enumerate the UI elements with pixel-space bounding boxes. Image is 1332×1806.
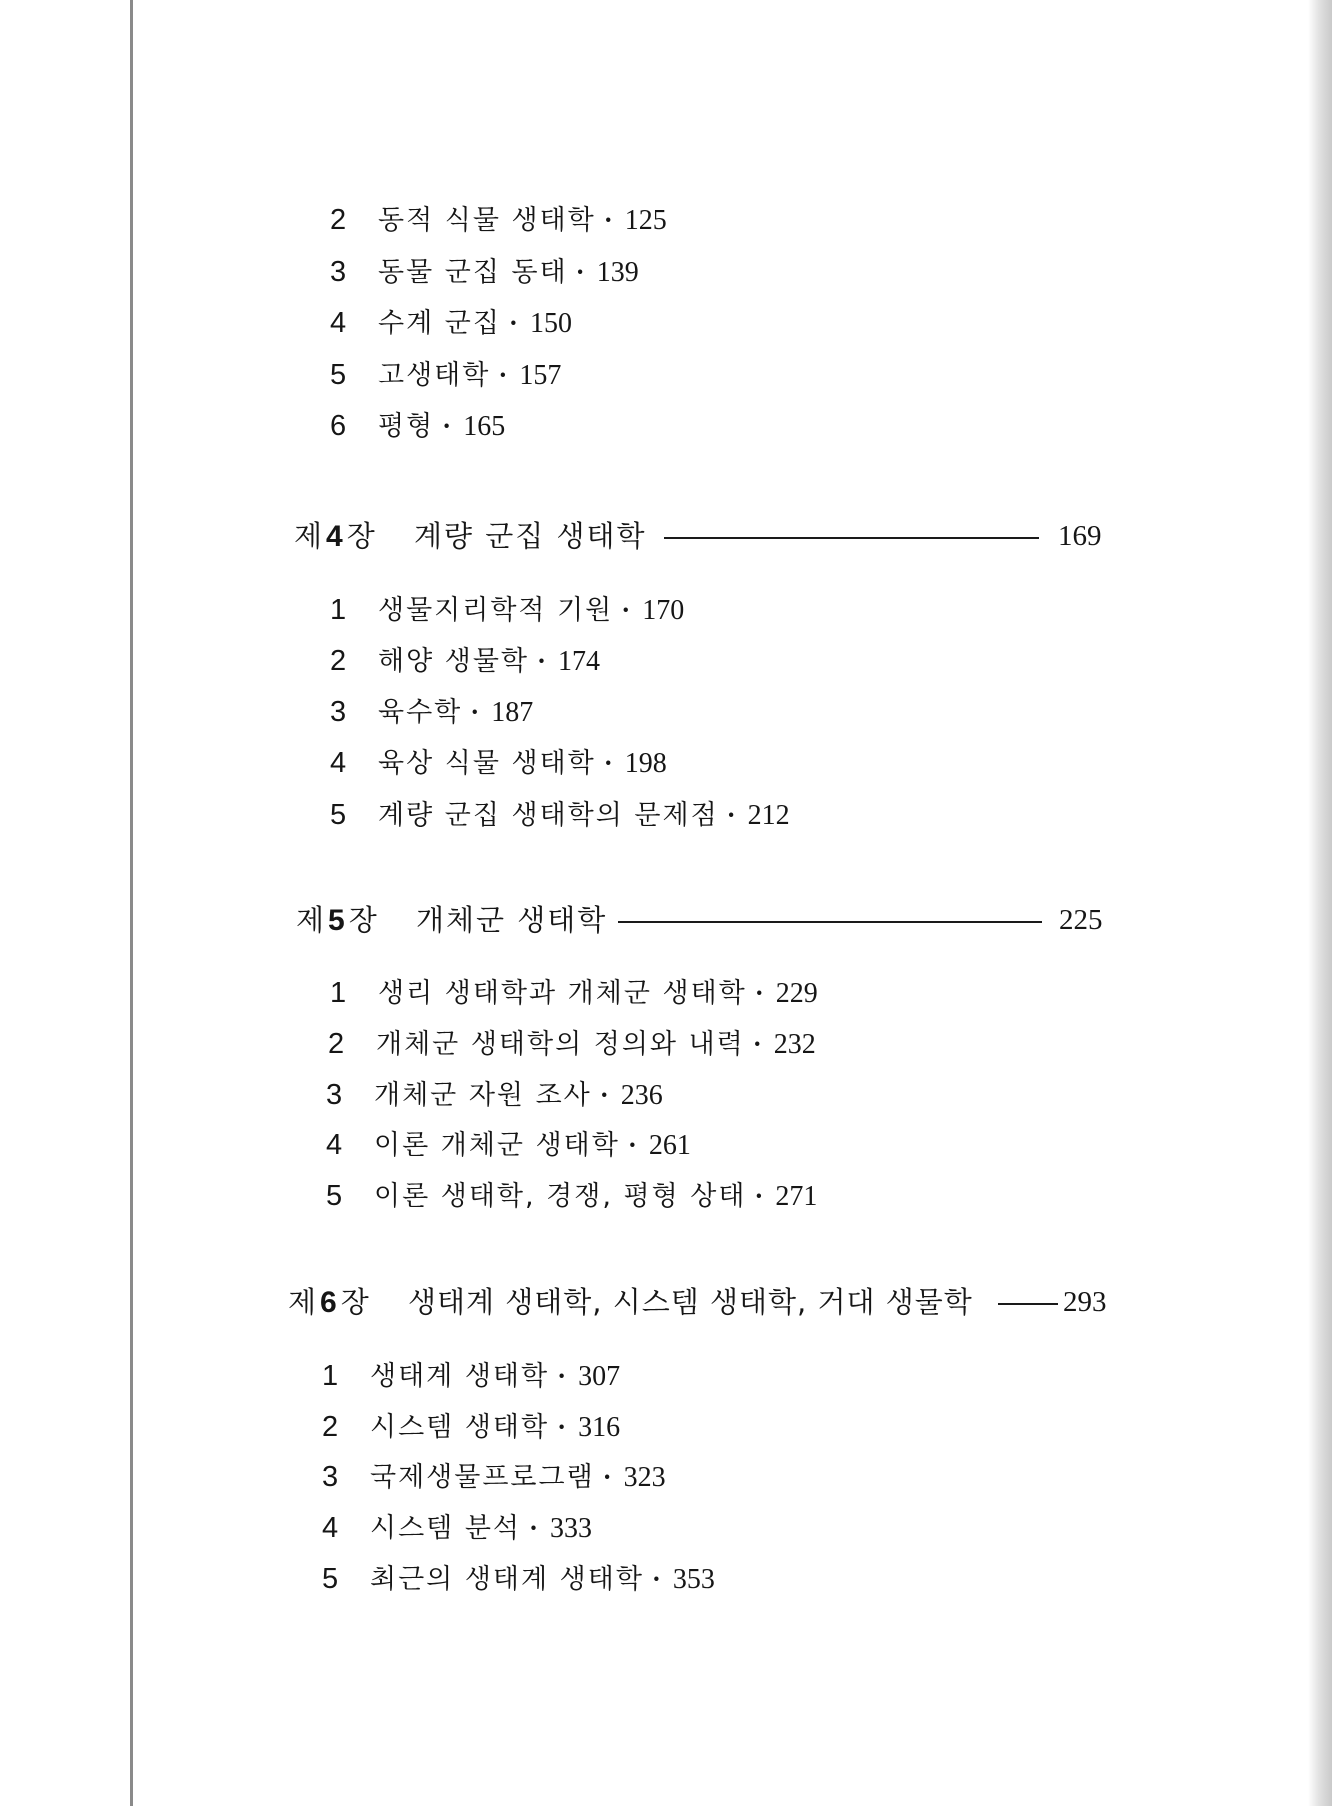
toc-item-number: 5: [330, 799, 347, 831]
toc-item-number: 5: [330, 359, 347, 391]
toc-item-title: 개체군 자원 조사: [374, 1080, 592, 1111]
toc-item-text: [378, 406, 505, 447]
toc-item-title: 시스템 분석: [370, 1513, 521, 1544]
chapter-number: 4: [326, 520, 343, 553]
toc-item-title: 시스템 생태학: [370, 1412, 550, 1443]
page-edge-shadow: [1308, 0, 1332, 1806]
toc-separator: ·: [754, 978, 766, 1008]
toc-item-text: [376, 1024, 816, 1065]
toc-separator: ·: [754, 1181, 766, 1211]
toc-item-text: [370, 1407, 620, 1448]
toc-separator: ·: [442, 411, 454, 441]
toc-item-number: 3: [322, 1461, 339, 1493]
toc-item-text: [370, 1508, 592, 1549]
toc-item-title: 국제생물프로그램: [370, 1462, 595, 1493]
toc-separator: ·: [621, 595, 633, 625]
toc-item-number: 4: [322, 1512, 339, 1544]
chapter-page: 169: [1058, 520, 1102, 552]
toc-item-text: [378, 641, 600, 682]
toc-separator: ·: [599, 1080, 611, 1110]
toc-item-text: [370, 1457, 666, 1498]
toc-item-number: 1: [330, 594, 347, 626]
chapter-heading-5[interactable]: [296, 897, 1106, 943]
toc-item-number: 2: [322, 1411, 339, 1443]
toc-separator: ·: [557, 1412, 569, 1442]
leader-line: [618, 921, 1042, 923]
toc-item-title: 이론 생태학, 경쟁, 평형 상태: [374, 1181, 747, 1212]
chapter-page: 293: [1063, 1286, 1107, 1318]
toc-item-title: 이론 개체군 생태학: [374, 1130, 620, 1161]
page-edge-line: [130, 0, 133, 1806]
toc-item-text: [378, 252, 639, 293]
toc-item-text: [378, 743, 667, 784]
toc-separator: ·: [557, 1361, 569, 1391]
toc-item-text: [378, 303, 572, 344]
chapter-suffix: 장: [348, 903, 377, 937]
toc-item-text: [370, 1356, 620, 1397]
chapter-heading-6[interactable]: [288, 1279, 1110, 1325]
chapter-suffix: 장: [340, 1285, 369, 1319]
toc-item-page: 165: [463, 411, 506, 442]
toc-item-number: 2: [328, 1028, 345, 1060]
toc-item-page: 170: [642, 595, 685, 626]
toc-item-number: 1: [322, 1360, 339, 1392]
toc-item-page: 125: [624, 205, 667, 236]
toc-item-title: 고생태학: [378, 360, 491, 391]
chapter-number: 6: [320, 1286, 337, 1319]
toc-item-page: 229: [775, 978, 818, 1009]
chapter-label: [296, 897, 377, 944]
chapter-heading-4[interactable]: [294, 513, 1104, 559]
toc-item-title: 생태계 생태학: [370, 1361, 550, 1392]
toc-item-text: [378, 692, 533, 733]
toc-item-number: 5: [322, 1563, 339, 1595]
chapter-suffix: 장: [346, 519, 375, 553]
toc-item-title: 육상 식물 생태학: [378, 748, 596, 779]
toc-item-page: 212: [747, 800, 790, 831]
toc-item-number: 3: [330, 256, 347, 288]
toc-item-title: 최근의 생태계 생태학: [370, 1564, 644, 1595]
toc-item-page: 323: [623, 1462, 666, 1493]
chapter-prefix: 제: [296, 903, 325, 937]
chapter-label: [288, 1279, 369, 1326]
toc-item-number: 2: [330, 204, 347, 236]
toc-item-text: [374, 1125, 691, 1166]
toc-item-title: 계량 군집 생태학의 문제점: [378, 800, 719, 831]
toc-item-number: 3: [330, 696, 347, 728]
toc-separator: ·: [602, 1462, 614, 1492]
toc-item-text: [378, 590, 684, 631]
toc-item-page: 157: [519, 360, 562, 391]
toc-separator: ·: [508, 308, 520, 338]
toc-separator: ·: [752, 1029, 764, 1059]
toc-item-page: 271: [775, 1181, 818, 1212]
toc-item-number: 3: [326, 1079, 343, 1111]
chapter-page: 225: [1059, 904, 1103, 936]
toc-separator: ·: [603, 205, 615, 235]
toc-item-page: 261: [648, 1130, 691, 1161]
toc-item-number: 1: [330, 977, 347, 1009]
leader-line: [998, 1303, 1058, 1305]
toc-item-number: 2: [330, 645, 347, 677]
toc-separator: ·: [498, 360, 510, 390]
toc-item-title: 동적 식물 생태학: [378, 205, 596, 236]
toc-item-page: 174: [558, 646, 601, 677]
chapter-title: 계량 군집 생태학: [414, 519, 647, 553]
toc-item-page: 307: [578, 1361, 621, 1392]
toc-item-title: 생물지리학적 기원: [378, 595, 614, 626]
toc-item-number: 4: [330, 307, 347, 339]
toc-separator: ·: [603, 748, 615, 778]
chapter-title: 생태계 생태학, 시스템 생태학, 거대 생물학: [408, 1285, 973, 1319]
toc-item-title: 해양 생물학: [378, 646, 529, 677]
toc-item-title: 육수학: [378, 697, 463, 728]
leader-line: [664, 537, 1039, 539]
toc-separator: ·: [726, 800, 738, 830]
chapter-number: 5: [328, 904, 345, 937]
toc-item-text: [378, 200, 667, 241]
chapter-label: [294, 513, 375, 560]
page-margin-left: [0, 0, 130, 1806]
toc-item-text: [374, 1075, 663, 1116]
toc-item-page: 187: [491, 697, 534, 728]
toc-separator: ·: [537, 646, 549, 676]
toc-item-text: [378, 973, 818, 1014]
chapter-prefix: 제: [294, 519, 323, 553]
toc-item-title: 수계 군집: [378, 308, 501, 339]
toc-item-title: 동물 군집 동태: [378, 257, 568, 288]
toc-item-page: 333: [550, 1513, 593, 1544]
toc-item-page: 150: [529, 308, 572, 339]
toc-item-number: 4: [330, 747, 347, 779]
toc-item-title: 평형: [378, 411, 435, 442]
toc-item-title: 개체군 생태학의 정의와 내력: [376, 1029, 745, 1060]
toc-item-text: [370, 1559, 715, 1600]
toc-item-page: 353: [672, 1564, 715, 1595]
toc-item-page: 316: [578, 1412, 621, 1443]
toc-separator: ·: [575, 257, 587, 287]
toc-item-number: 5: [326, 1180, 343, 1212]
toc-item-number: 4: [326, 1129, 343, 1161]
toc-item-page: 198: [624, 748, 667, 779]
toc-item-number: 6: [330, 410, 347, 442]
toc-separator: ·: [627, 1130, 639, 1160]
toc-item-text: [374, 1176, 817, 1217]
toc-separator: ·: [651, 1564, 663, 1594]
toc-item-page: 236: [620, 1080, 663, 1111]
toc-item-page: 232: [773, 1029, 816, 1060]
chapter-title: 개체군 생태학: [416, 903, 608, 937]
toc-item-text: [378, 355, 561, 396]
toc-separator: ·: [529, 1513, 541, 1543]
toc-item-text: [378, 795, 790, 836]
toc-item-title: 생리 생태학과 개체군 생태학: [378, 978, 747, 1009]
toc-separator: ·: [470, 697, 482, 727]
toc-item-page: 139: [596, 257, 639, 288]
chapter-prefix: 제: [288, 1285, 317, 1319]
